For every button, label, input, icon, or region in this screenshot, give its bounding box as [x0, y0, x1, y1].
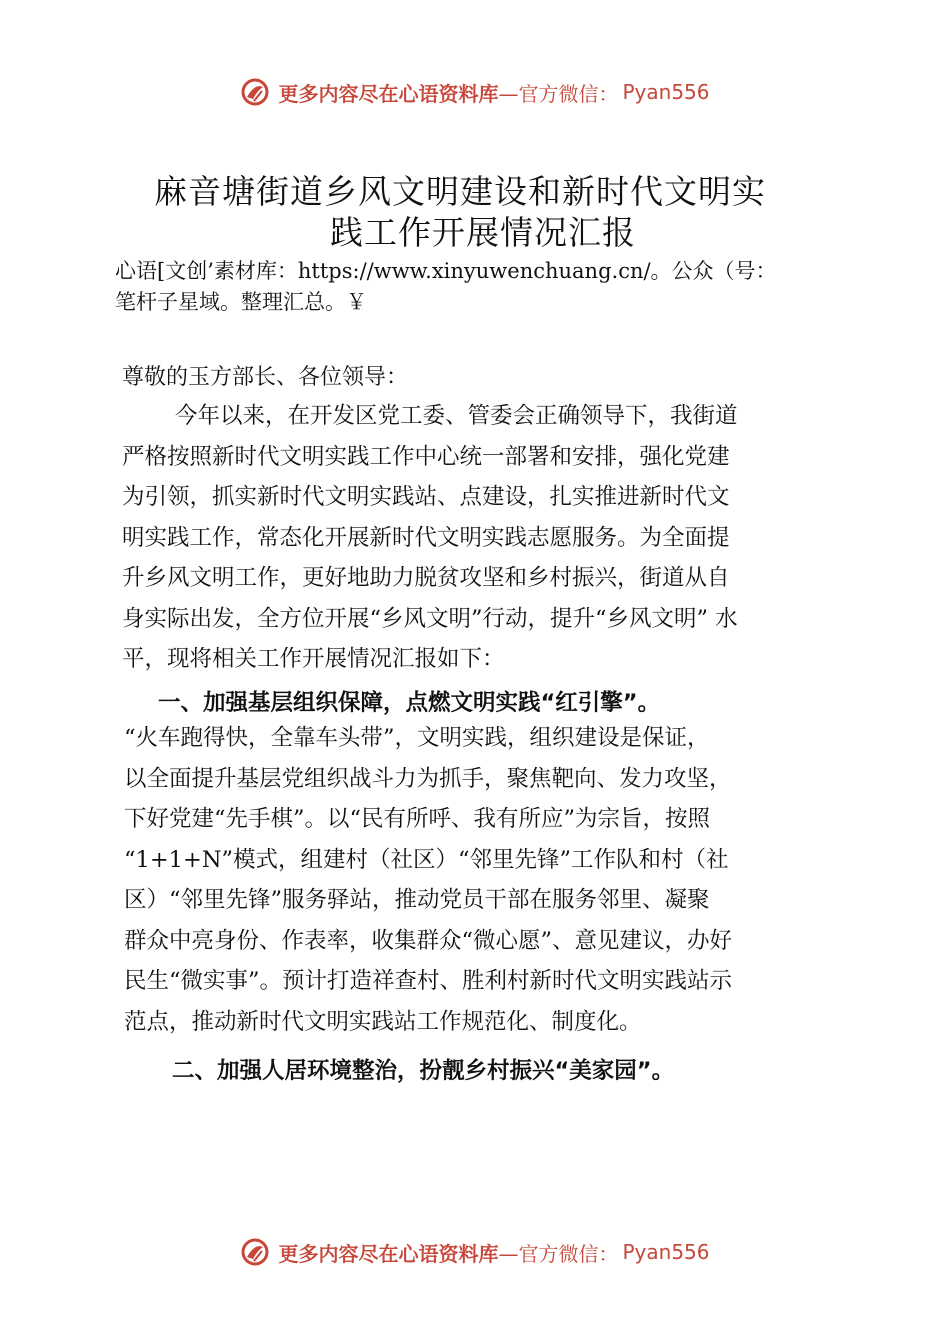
brand-logo-icon — [240, 1237, 270, 1267]
paragraph-line: 民生“微实事”。预计打造祥查村、胜利村新时代文明实践站示 — [124, 968, 733, 994]
brand-logo-icon — [240, 77, 270, 107]
paragraph-line: “1+1+N”模式，组建村（社区）“邻里先锋”工作队和村（社 — [124, 846, 729, 873]
salutation: 尊敬的玉方部长、各位领导： — [122, 365, 409, 390]
source-note-line1: 心语[文创’素材库：https://www.xinyuwenchuang.cn/。公众（号： — [115, 259, 777, 283]
document-title-line2: 践工作开展情况汇报 — [330, 213, 636, 252]
paragraph-line: “火车跑得快，全靠车头带”，文明实践，组织建设是保证， — [124, 725, 710, 751]
paragraph-line: 为引领，抓实新时代文明实践站、点建设，扎实推进新时代文 — [122, 484, 730, 510]
paragraph-line: 今年以来，在开发区党工委、管委会正确领导下，我街道 — [175, 403, 738, 429]
paragraph-line: 身实际出发，全方位开展“乡风文明”行动，提升“乡风文明” 水 — [122, 605, 738, 632]
paragraph-line: 以全面提升基层党组织战斗力为抓手，聚焦靶向、发力攻坚， — [124, 765, 732, 792]
paragraph-line: 明实践工作，常态化开展新时代文明实践志愿服务。为全面提 — [122, 524, 730, 551]
banner-main-text: 更多内容尽在心语资料库 — [278, 1241, 499, 1266]
banner-main-text: 更多内容尽在心语资料库 — [278, 81, 499, 106]
banner-wechat-id: Pyan556 — [622, 80, 710, 104]
paragraph-line: 范点，推动新时代文明实践站工作规范化、制度化。 — [124, 1008, 642, 1035]
footer-banner — [0, 1232, 950, 1272]
document-title-line1: 麻音塘街道乡风文明建设和新时代文明实 — [154, 172, 766, 211]
section-heading-1: 一、加强基层组织保障，点燃文明实践“红引擎”。 — [158, 690, 661, 716]
banner-dash-text: —官方微信： — [498, 81, 619, 106]
paragraph-line: 平，现将相关工作开展情况汇报如下： — [122, 646, 505, 672]
banner-dash-text: —官方微信： — [498, 1241, 619, 1266]
paragraph-line: 升乡风文明工作，更好地助力脱贫攻坚和乡村振兴，街道从自 — [122, 565, 730, 591]
paragraph-line: 下好党建“先手棋”。以“民有所呼、我有所应”为宗旨，按照 — [124, 806, 711, 832]
paragraph-section1 — [124, 718, 824, 1042]
section-heading-2: 二、加强人居环境整治，扮靓乡村振兴“美家园”。 — [172, 1058, 675, 1084]
paragraph-line: 严格按照新时代文明实践工作中心统一部署和安排，强化党建 — [122, 443, 730, 470]
source-note-line2: 笔杆子星域。整理汇总。￥ — [115, 290, 367, 314]
banner-wechat-id: Pyan556 — [622, 1240, 710, 1264]
paragraph-line: 群众中亮身份、作表率，收集群众“微心愿”、意见建议，办好 — [124, 927, 733, 954]
header-banner — [0, 72, 950, 112]
paragraph-line: 区）“邻里先锋”服务驿站，推动党员干部在服务邻里、凝聚 — [124, 887, 710, 913]
paragraph-intro — [122, 396, 822, 680]
